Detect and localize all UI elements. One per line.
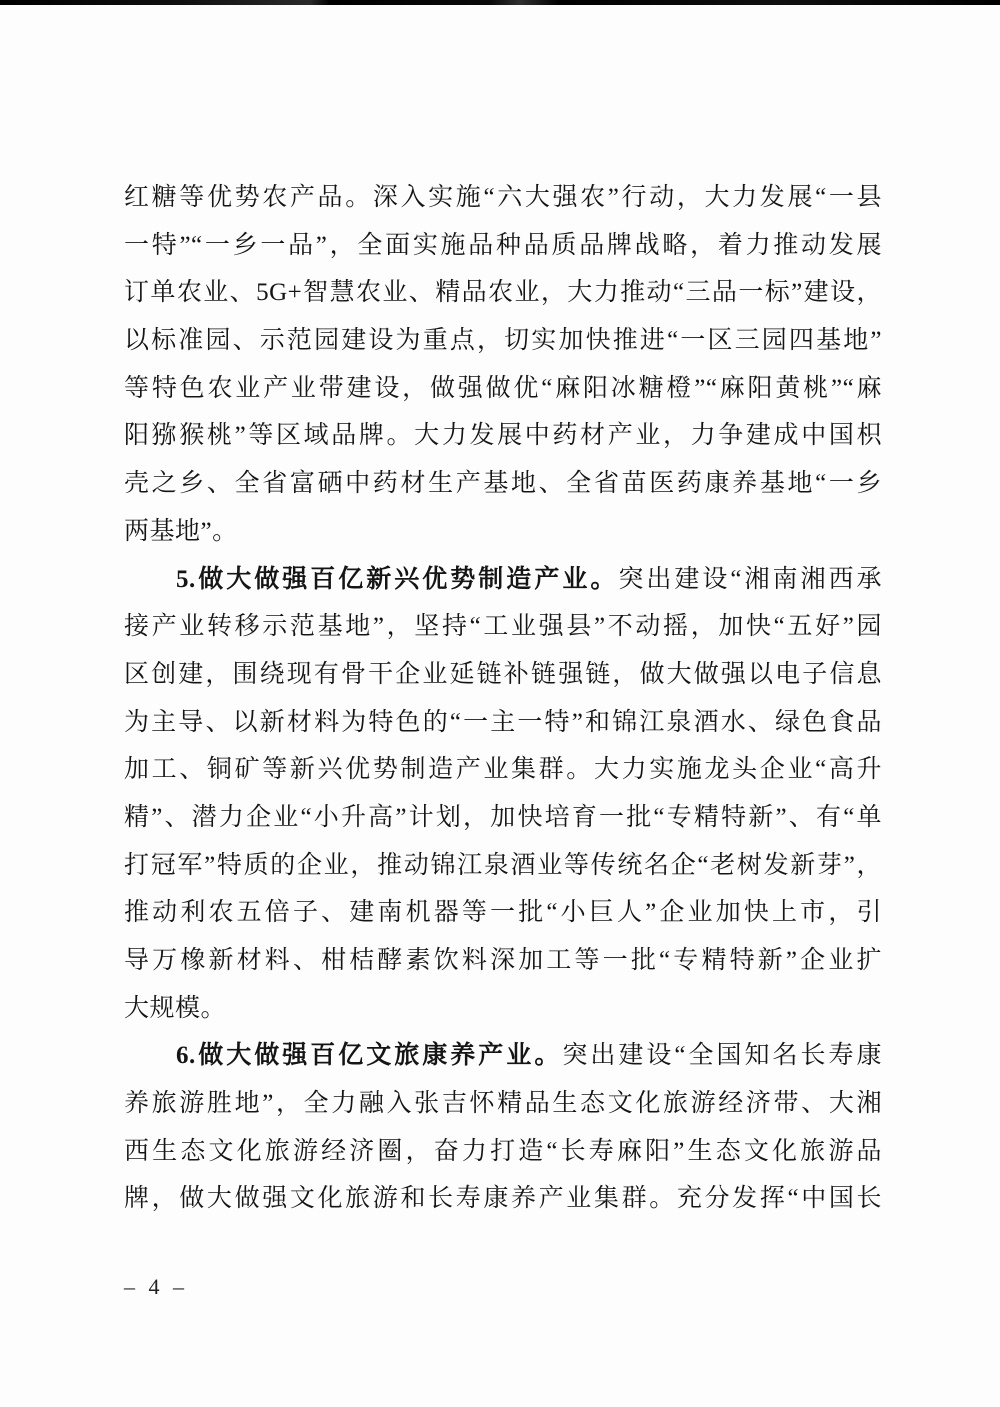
line-text: 推动利农五倍子、建南机器等一批“小巨人”企业加快上市，引 xyxy=(124,899,882,927)
text-line xyxy=(124,317,882,365)
line-text: 突出建设“全国知名长寿康 xyxy=(562,1042,882,1070)
line-text: 一特”“一乡一品”，全面实施品种品质品牌战略，着力推动发展 xyxy=(124,231,882,259)
line-text: 精”、潜力企业“小升高”计划，加快培育一批“专精特新”、有“单 xyxy=(124,803,882,831)
text-line xyxy=(124,937,882,985)
text-line xyxy=(124,842,882,890)
text-line-paragraph-end xyxy=(124,985,882,1033)
line-text: 两基地”。 xyxy=(124,517,238,545)
line-text: 区创建，围绕现有骨干企业延链补链强链，做大做强以电子信息 xyxy=(124,660,882,688)
page-number: – 4 – xyxy=(124,1274,188,1299)
document-page-body xyxy=(124,174,882,1223)
text-line-item-6 xyxy=(124,1032,882,1080)
text-line xyxy=(124,365,882,413)
text-line xyxy=(124,794,882,842)
text-line xyxy=(124,699,882,747)
line-text: 阳猕猴桃”等区域品牌。大力发展中药材产业，力争建成中国枳 xyxy=(124,422,882,450)
line-text: 养旅游胜地”，全力融入张吉怀精品生态文化旅游经济带、大湘 xyxy=(124,1090,882,1118)
line-text: 等特色农业产业带建设，做强做优“麻阳冰糖橙”“麻阳黄桃”“麻 xyxy=(124,374,882,402)
line-text: 加工、铜矿等新兴优势制造产业集群。大力实施龙头企业“高升 xyxy=(124,756,882,784)
text-line-item-5 xyxy=(124,556,882,604)
line-text: 以标准园、示范园建设为重点，切实加快推进“一区三园四基地” xyxy=(124,327,882,355)
line-text: 接产业转移示范基地”，坚持“工业强县”不动摇，加快“五好”园 xyxy=(124,613,882,641)
text-line xyxy=(124,1175,882,1223)
line-text: 为主导、以新材料为特色的“一主一特”和锦江泉酒水、绿色食品 xyxy=(124,708,882,736)
text-line xyxy=(124,651,882,699)
text-line xyxy=(124,460,882,508)
line-text: 导万橡新材料、柑桔酵素饮料深加工等一批“专精特新”企业扩 xyxy=(124,947,882,974)
text-line xyxy=(124,889,882,937)
text-line xyxy=(124,269,882,317)
text-line xyxy=(124,412,882,460)
text-line xyxy=(124,174,882,222)
text-line xyxy=(124,603,882,651)
line-text: 订单农业、5G+智慧农业、精品农业，大力推动“三品一标”建设， xyxy=(124,279,882,307)
item-6-heading: 6.做大做强百亿文旅康养产业。 xyxy=(176,1042,563,1070)
line-text: 牌，做大做强文化旅游和长寿康养产业集群。充分发挥“中国长 xyxy=(124,1185,882,1213)
line-text: 红糖等优势农产品。深入实施“六大强农”行动，大力发展“一县 xyxy=(124,184,882,211)
text-line xyxy=(124,222,882,270)
text-line xyxy=(124,1080,882,1128)
text-line xyxy=(124,1128,882,1176)
line-text: 突出建设“湘南湘西承 xyxy=(618,565,882,593)
item-5-heading: 5.做大做强百亿新兴优势制造产业。 xyxy=(176,565,619,593)
text-line-paragraph-end xyxy=(124,508,882,556)
line-text: 西生态文化旅游经济圈，奋力打造“长寿麻阳”生态文化旅游品 xyxy=(124,1137,882,1165)
scan-edge-artifact xyxy=(0,0,1000,5)
line-text: 壳之乡、全省富硒中药材生产基地、全省苗医药康养基地“一乡 xyxy=(124,470,882,498)
line-text: 大规模。 xyxy=(124,994,227,1022)
text-line xyxy=(124,746,882,794)
line-text: 打冠军”特质的企业，推动锦江泉酒业等传统名企“老树发新芽”， xyxy=(124,851,882,879)
